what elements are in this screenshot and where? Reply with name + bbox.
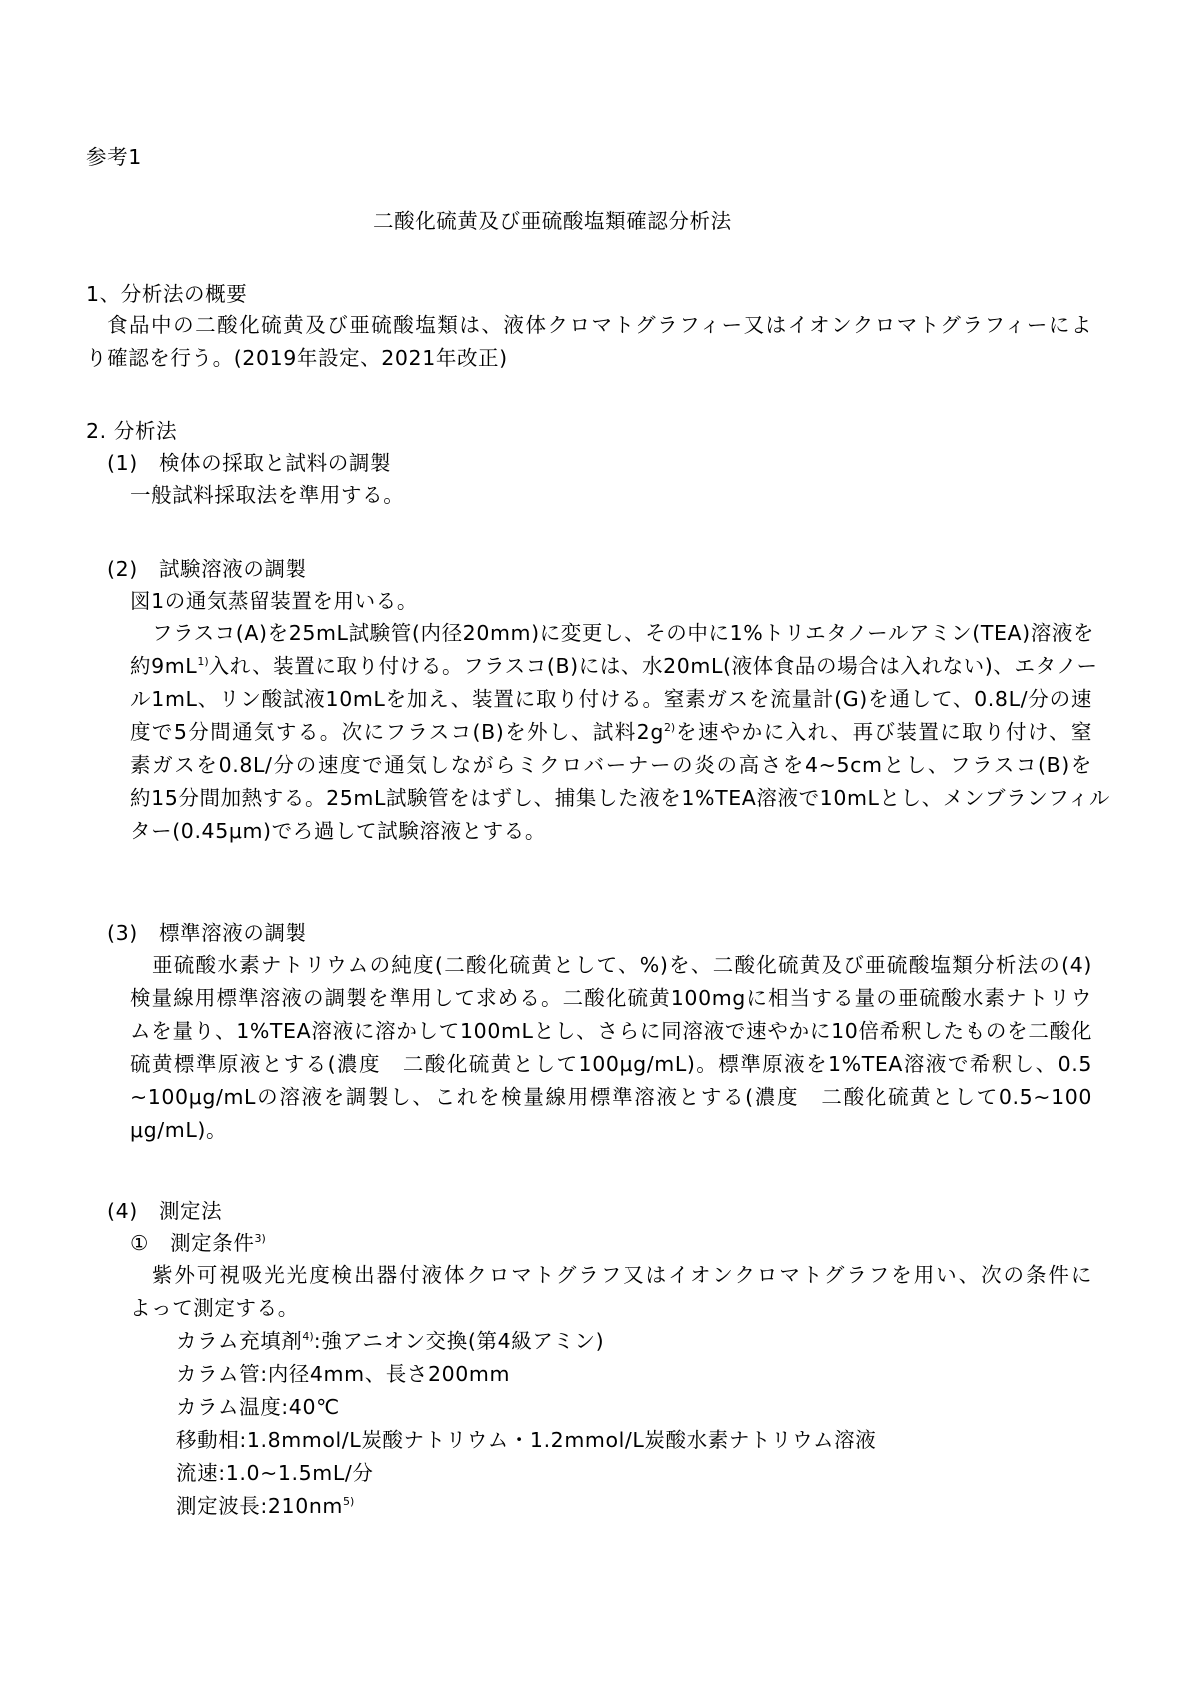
sub3-line-5: ~100μg/mLの溶液を調製し、これを検量線用標準溶液とする(濃度 二酸化硫黄として0.5~100: [130, 1085, 1092, 1109]
sub3-line-4: 硫黄標準原液とする(濃度 二酸化硫黄として100μg/mL)。標準原液を1%TEA溶液で希釈し、0.5: [130, 1052, 1092, 1076]
condition-mobile-phase: [176, 1427, 876, 1453]
sub2-line-4a: 度で5分間通気する。次にフラスコ(B)を外し、試料2g: [130, 720, 664, 744]
sub4-heading: (4) 測定法: [107, 1199, 223, 1223]
section2-heading: 2. 分析法: [86, 419, 178, 443]
condition-value: :1.8mmol/L炭酸ナトリウム・1.2mmol/L炭酸水素ナトリウム溶液: [239, 1428, 877, 1452]
condition-wavelength: [176, 1493, 354, 1519]
condition-value: :強アニオン交換(第4級アミン): [313, 1329, 605, 1353]
sub2-line-7: ター(0.45μm)でろ過して試験溶液とする。: [130, 819, 546, 843]
condition-value: :210nm: [260, 1494, 344, 1518]
condition-value: :40℃: [281, 1395, 340, 1419]
reference-label: 参考1: [86, 145, 142, 169]
sub3-heading: (3) 標準溶液の調製: [107, 921, 307, 945]
condition-label: 移動相: [176, 1428, 240, 1452]
footnote-ref-2: 2): [663, 721, 676, 734]
footnote-ref-5: 5): [343, 1495, 355, 1508]
condition-column-tube: [176, 1361, 510, 1387]
condition-value: :内径4mm、長さ200mm: [260, 1362, 511, 1386]
item1-line-1: 紫外可視吸光光度検出器付液体クロマトグラフ又はイオンクロマトグラフを用い、次の条件に: [152, 1263, 1092, 1287]
condition-column-temperature: [176, 1394, 340, 1420]
item1-line-2: よって測定する。: [130, 1296, 299, 1320]
sub2-line-2a: 約9mL: [130, 654, 198, 678]
item1-heading: [130, 1230, 266, 1256]
condition-label: カラム管: [176, 1362, 261, 1386]
sub2-line-3: ル1mL、リン酸試液10mLを加え、装置に取り付ける。窒素ガスを流量計(G)を通して、0.8L/分の速: [130, 687, 1092, 711]
condition-label: カラム温度: [176, 1395, 282, 1419]
section1-line-1: 食品中の二酸化硫黄及び亜硫酸塩類は、液体クロマトグラフィー又はイオンクロマトグラフィーによ: [107, 313, 1092, 337]
condition-label: カラム充填剤: [176, 1329, 303, 1353]
section1-line-2: り確認を行う。(2019年設定、2021年改正): [86, 346, 508, 370]
footnote-ref-1: 1): [197, 655, 209, 668]
condition-value: :1.0~1.5mL/分: [218, 1461, 374, 1485]
footnote-ref-4: 4): [302, 1330, 314, 1343]
item1-heading-text: ① 測定条件: [130, 1231, 255, 1255]
section1-heading: 1、分析法の概要: [86, 282, 248, 306]
sub2-heading: (2) 試験溶液の調製: [107, 557, 307, 581]
condition-column-packing: [176, 1328, 604, 1354]
sub2-line-2b: 入れ、装置に取り付ける。フラスコ(B)には、水20mL(液体食品の場合は入れない)、エタノー: [208, 654, 1098, 678]
sub2-line-4: [130, 719, 1092, 745]
sub2-line-2: [130, 653, 1098, 679]
sub3-line-2: 検量線用標準溶液の調製を準用して求める。二酸化硫黄100mgに相当する量の亜硫酸水素ナトリウ: [130, 986, 1092, 1010]
sub2-line-6: 約15分間加熱する。25mL試験管をはずし、捕集した液を1%TEA溶液で10mLとし、メンブランフィル: [130, 786, 1111, 810]
footnote-ref-3: 3): [254, 1232, 266, 1245]
sub3-line-6: μg/mL)。: [130, 1118, 228, 1142]
sub1-heading: (1) 検体の採取と試料の調製: [107, 451, 392, 475]
condition-label: 流速: [176, 1461, 219, 1485]
sub3-line-1: 亜硫酸水素ナトリウムの純度(二酸化硫黄として、%)を、二酸化硫黄及び亜硫酸塩類分析法の(4): [152, 953, 1092, 977]
sub2-line-5: 素ガスを0.8L/分の速度で通気しながらミクロバーナーの炎の高さを4~5cmとし、フラスコ(B)を: [130, 753, 1092, 777]
sub2-intro: 図1の通気蒸留装置を用いる。: [130, 589, 418, 613]
condition-flow-rate: [176, 1460, 374, 1486]
document-title: 二酸化硫黄及び亜硫酸塩類確認分析法: [373, 209, 732, 233]
sub2-line-4b: を速やかに入れ、再び装置に取り付け、窒: [675, 720, 1092, 744]
condition-label: 測定波長: [176, 1494, 261, 1518]
sub3-line-3: ムを量り、1%TEA溶液に溶かして100mLとし、さらに同溶液で速やかに10倍希釈したものを二酸化: [130, 1019, 1092, 1043]
sub1-line-1: 一般試料採取法を準用する。: [130, 483, 405, 507]
sub2-line-1: フラスコ(A)を25mL試験管(内径20mm)に変更し、その中に1%トリエタノールアミン(TEA)溶液を: [152, 621, 1095, 645]
